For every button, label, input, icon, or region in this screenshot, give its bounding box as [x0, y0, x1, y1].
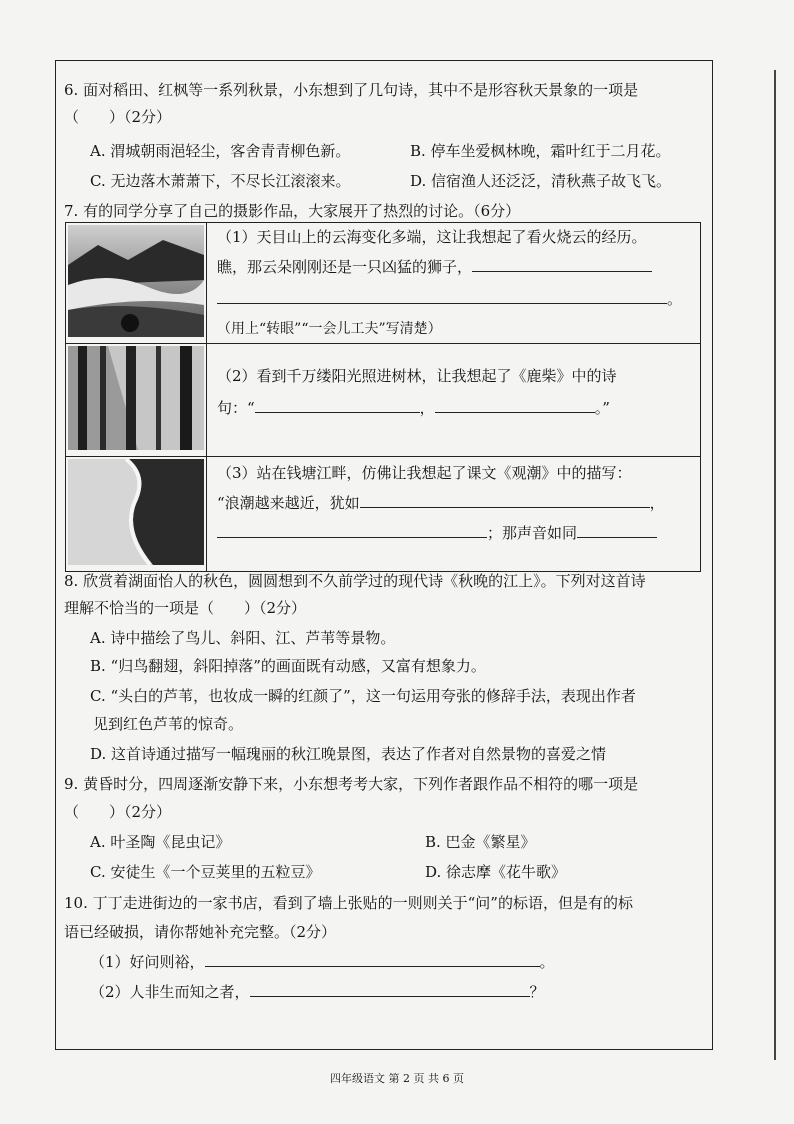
q7-part3-blank-1[interactable] [360, 493, 650, 508]
q10-blank-2[interactable] [250, 982, 530, 997]
q7-part3-blank-2[interactable] [217, 523, 487, 538]
q7-part2-end: 。” [594, 399, 610, 417]
q7-part3-line2 [217, 523, 657, 543]
q10-item-1-text: （1）好问则裕， [90, 953, 205, 971]
q7-part2-comma: ， [419, 399, 435, 417]
q6-stem: 6. 面对稻田、红枫等一系列秋景，小东想到了几句诗，其中不是形容秋天景象的一项是 [64, 81, 639, 99]
photo-cell-1 [66, 223, 207, 344]
q6-option-b: B. 停车坐爱枫林晚，霜叶红于二月花。 [410, 142, 671, 160]
q7-part1-text: （1）天目山上的云海变化多端，这让我想起了看火烧云的经历。 [217, 228, 647, 246]
q8-stem: 8. 欣赏着湖面怡人的秋色，圆圆想到不久前学过的现代诗《秋晚的江上》。下列对这首诗 [64, 572, 646, 590]
q7-part1-hint: （用上“转眼”“一会儿工夫”写清楚） [217, 321, 442, 337]
q7-part2-prompt [217, 398, 610, 418]
q6-answer-bracket: （ ）（2分） [64, 108, 172, 126]
q7-part3-comma: ， [649, 494, 665, 512]
q7-part1-blank-1[interactable] [472, 257, 652, 272]
q10-stem-2: 语已经破损，请你帮她补充完整。（2分） [64, 923, 337, 941]
q10-item-1 [90, 952, 555, 972]
q7-part1-prompt-text: 瞧，那云朵刚刚还是一只凶猛的狮子， [217, 258, 473, 276]
q10-blank-1[interactable] [205, 952, 540, 967]
q9-option-a: A. 叶圣陶《昆虫记》 [90, 833, 231, 851]
q9-option-d: D. 徐志摩《花牛歌》 [425, 863, 567, 881]
q7-part2-blank-2[interactable] [435, 398, 595, 413]
q7-photo-table [65, 222, 701, 572]
q9-option-b: B. 巴金《繁星》 [425, 833, 536, 851]
q7-part3-prompt [217, 493, 665, 513]
q7-part3-text: （3）站在钱塘江畔，仿佛让我想起了课文《观潮》中的描写： [217, 464, 632, 482]
q7-part1-blank-2[interactable] [217, 289, 667, 304]
q7-stem: 7. 有的同学分享了自己的摄影作品，大家展开了热烈的讨论。（6分） [64, 202, 521, 220]
q9-answer-bracket: （ ）（2分） [64, 803, 172, 821]
q10-item-2-end: ？ [529, 983, 545, 1001]
q7-part1-prompt [217, 257, 652, 277]
q10-item-2 [90, 982, 545, 1002]
mountain-clouds-photo [68, 225, 204, 337]
q7-part3-cell [207, 457, 701, 572]
riverbank-photo [68, 459, 204, 565]
q10-item-2-text: （2）人非生而知之者， [90, 983, 250, 1001]
photo-cell-3 [66, 457, 207, 572]
forest-sunlight-photo [68, 346, 204, 450]
q7-part1-cell [207, 223, 701, 344]
q6-option-c: C. 无边落木萧萧下，不尽长江滚滚来。 [90, 172, 351, 190]
q8-option-d: D. 这首诗通过描写一幅瑰丽的秋江晚景图，表达了作者对自然景物的喜爱之情 [90, 745, 607, 763]
q6-option-a: A. 渭城朝雨浥轻尘，客舍青青柳色新。 [90, 142, 351, 160]
q8-option-a: A. 诗中描绘了鸟儿、斜阳、江、芦苇等景物。 [90, 629, 396, 647]
q8-option-c: C. “头白的芦苇，也妆成一瞬的红颜了”，这一句运用夸张的修辞手法，表现出作者 [90, 687, 636, 705]
q10-stem: 10. 丁丁走进街边的一家书店，看到了墙上张贴的一则则关于“问”的标语，但是有的标 [64, 894, 633, 912]
q9-stem: 9. 黄昏时分，四周逐渐安静下来，小东想考考大家，下列作者跟作品不相符的哪一项是 [64, 775, 639, 793]
q7-part1-end: 。 [667, 290, 683, 308]
photo-cell-2 [66, 344, 207, 457]
q7-part3-mid: ；那声音如同 [487, 524, 578, 542]
q8-stem-2: 理解不恰当的一项是（ ）（2分） [64, 599, 307, 617]
q7-part2-cell [207, 344, 701, 457]
q7-part2-blank-1[interactable] [255, 398, 420, 413]
q9-option-c: C. 安徒生《一个豆荚里的五粒豆》 [90, 863, 321, 881]
q6-option-d: D. 信宿渔人还泛泛，清秋燕子故飞飞。 [410, 172, 672, 190]
q7-part3-blank-3[interactable] [577, 523, 657, 538]
page-footer: 四年级语文 第 2 页 共 6 页 [330, 1072, 464, 1085]
q7-part3-prefix: “浪潮越来越近，犹如 [217, 494, 360, 512]
q7-part2-prefix: 句：“ [217, 399, 255, 417]
q8-option-b: B. “归鸟翻翅，斜阳掉落”的画面既有动感，又富有想象力。 [90, 657, 486, 675]
next-page-edge [774, 70, 776, 1060]
q8-option-c-cont: 见到红色芦苇的惊奇。 [93, 715, 244, 733]
q7-part2-text: （2）看到千万缕阳光照进树林，让我想起了《鹿柴》中的诗 [217, 367, 617, 385]
q10-item-1-end: 。 [539, 953, 555, 971]
q7-part1-line2 [217, 289, 682, 309]
